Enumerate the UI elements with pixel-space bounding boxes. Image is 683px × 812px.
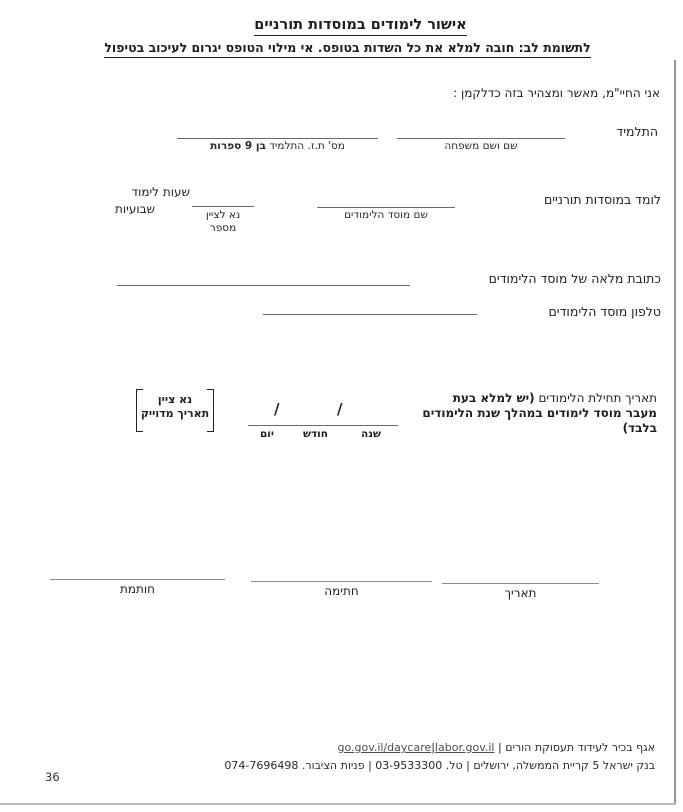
page-number: 36 <box>45 770 60 784</box>
student-name-caption: שם ושם משפחה <box>444 140 518 152</box>
header <box>0 14 683 36</box>
footer-public-inquiries: פניות הציבור. 074-7696498 <box>224 759 365 772</box>
institution-name-caption: שם מוסד הלימודים <box>344 209 428 221</box>
page-subtitle: לתשומת לב: חובה למלא את כל השדות בטופס. אי מילוי הטופס יגרום לעיכוב בטיפול <box>104 40 590 58</box>
date-line[interactable] <box>248 425 398 426</box>
start-date-field[interactable] <box>248 398 398 444</box>
signature-stamp-label: חותמת <box>119 582 156 596</box>
page-title: אישור לימודים במוסדות תורניים <box>254 17 466 36</box>
date-month-label: חודש <box>303 428 328 440</box>
weekly-hours-hint: נא לציין מספר <box>205 209 241 234</box>
student-id-caption: מס' ת.ז. התלמיד בן 9 ספרות <box>210 140 345 152</box>
exact-date-note: נא ציין תאריך מדוייק <box>140 393 210 420</box>
footer-link-daycare[interactable]: go.gov.il/daycare <box>337 741 432 754</box>
footer-separator: | <box>368 759 372 772</box>
date-separator: / <box>337 400 343 418</box>
date-separator: / <box>274 400 280 418</box>
footer-separator: | <box>466 759 470 772</box>
address-line[interactable] <box>117 285 410 286</box>
footer-phone: טל. 03-9533300 <box>375 759 463 772</box>
footer-contact-row <box>224 759 655 772</box>
footer-separator: | <box>431 741 435 754</box>
phone-line[interactable] <box>263 314 477 315</box>
signature-sign-label: חתימה <box>324 584 359 598</box>
institution-name-line[interactable] <box>317 207 455 208</box>
date-day-label: יום <box>260 428 275 440</box>
signature-date-label: תאריך <box>504 586 537 600</box>
subheader <box>0 37 683 58</box>
start-date-label: תאריך תחילת הלימודים (יש למלא בעת מעבר מוסד לימודים במהלך שנת הלימודים בלבד) <box>422 391 657 435</box>
weekly-hours-label: שעות לימוד שבועיות <box>115 185 190 216</box>
scan-edge-horizontal <box>0 803 676 805</box>
student-name-line[interactable] <box>397 138 565 139</box>
signature-sign-line[interactable] <box>251 581 432 582</box>
student-section-label: התלמיד <box>616 124 658 139</box>
signature-stamp-line[interactable] <box>50 579 225 580</box>
footer-department: אגף בכיר לעידוד תעסוקת הורים <box>505 741 655 754</box>
scan-edge-vertical <box>674 60 676 805</box>
footer-separator: | <box>497 741 502 754</box>
footer-department-row <box>337 741 655 754</box>
weekly-hours-line[interactable] <box>192 206 254 207</box>
footer-address: בנק ישראל 5 קריית הממשלה, ירושלים <box>473 759 655 772</box>
institution-section-label: לומד במוסדות תורניים <box>543 192 661 207</box>
date-year-label: שנה <box>361 428 381 440</box>
address-label: כתובת מלאה של מוסד הלימודים <box>488 271 661 286</box>
student-id-line[interactable] <box>177 138 378 139</box>
footer-link-labor[interactable]: labor.gov.il <box>434 741 495 754</box>
phone-label: טלפון מוסד הלימודים <box>548 304 661 319</box>
intro-text: אני החיי"מ, מאשר ומצהיר בזה כדלקמן : <box>453 86 660 100</box>
signature-date-line[interactable] <box>442 583 599 584</box>
